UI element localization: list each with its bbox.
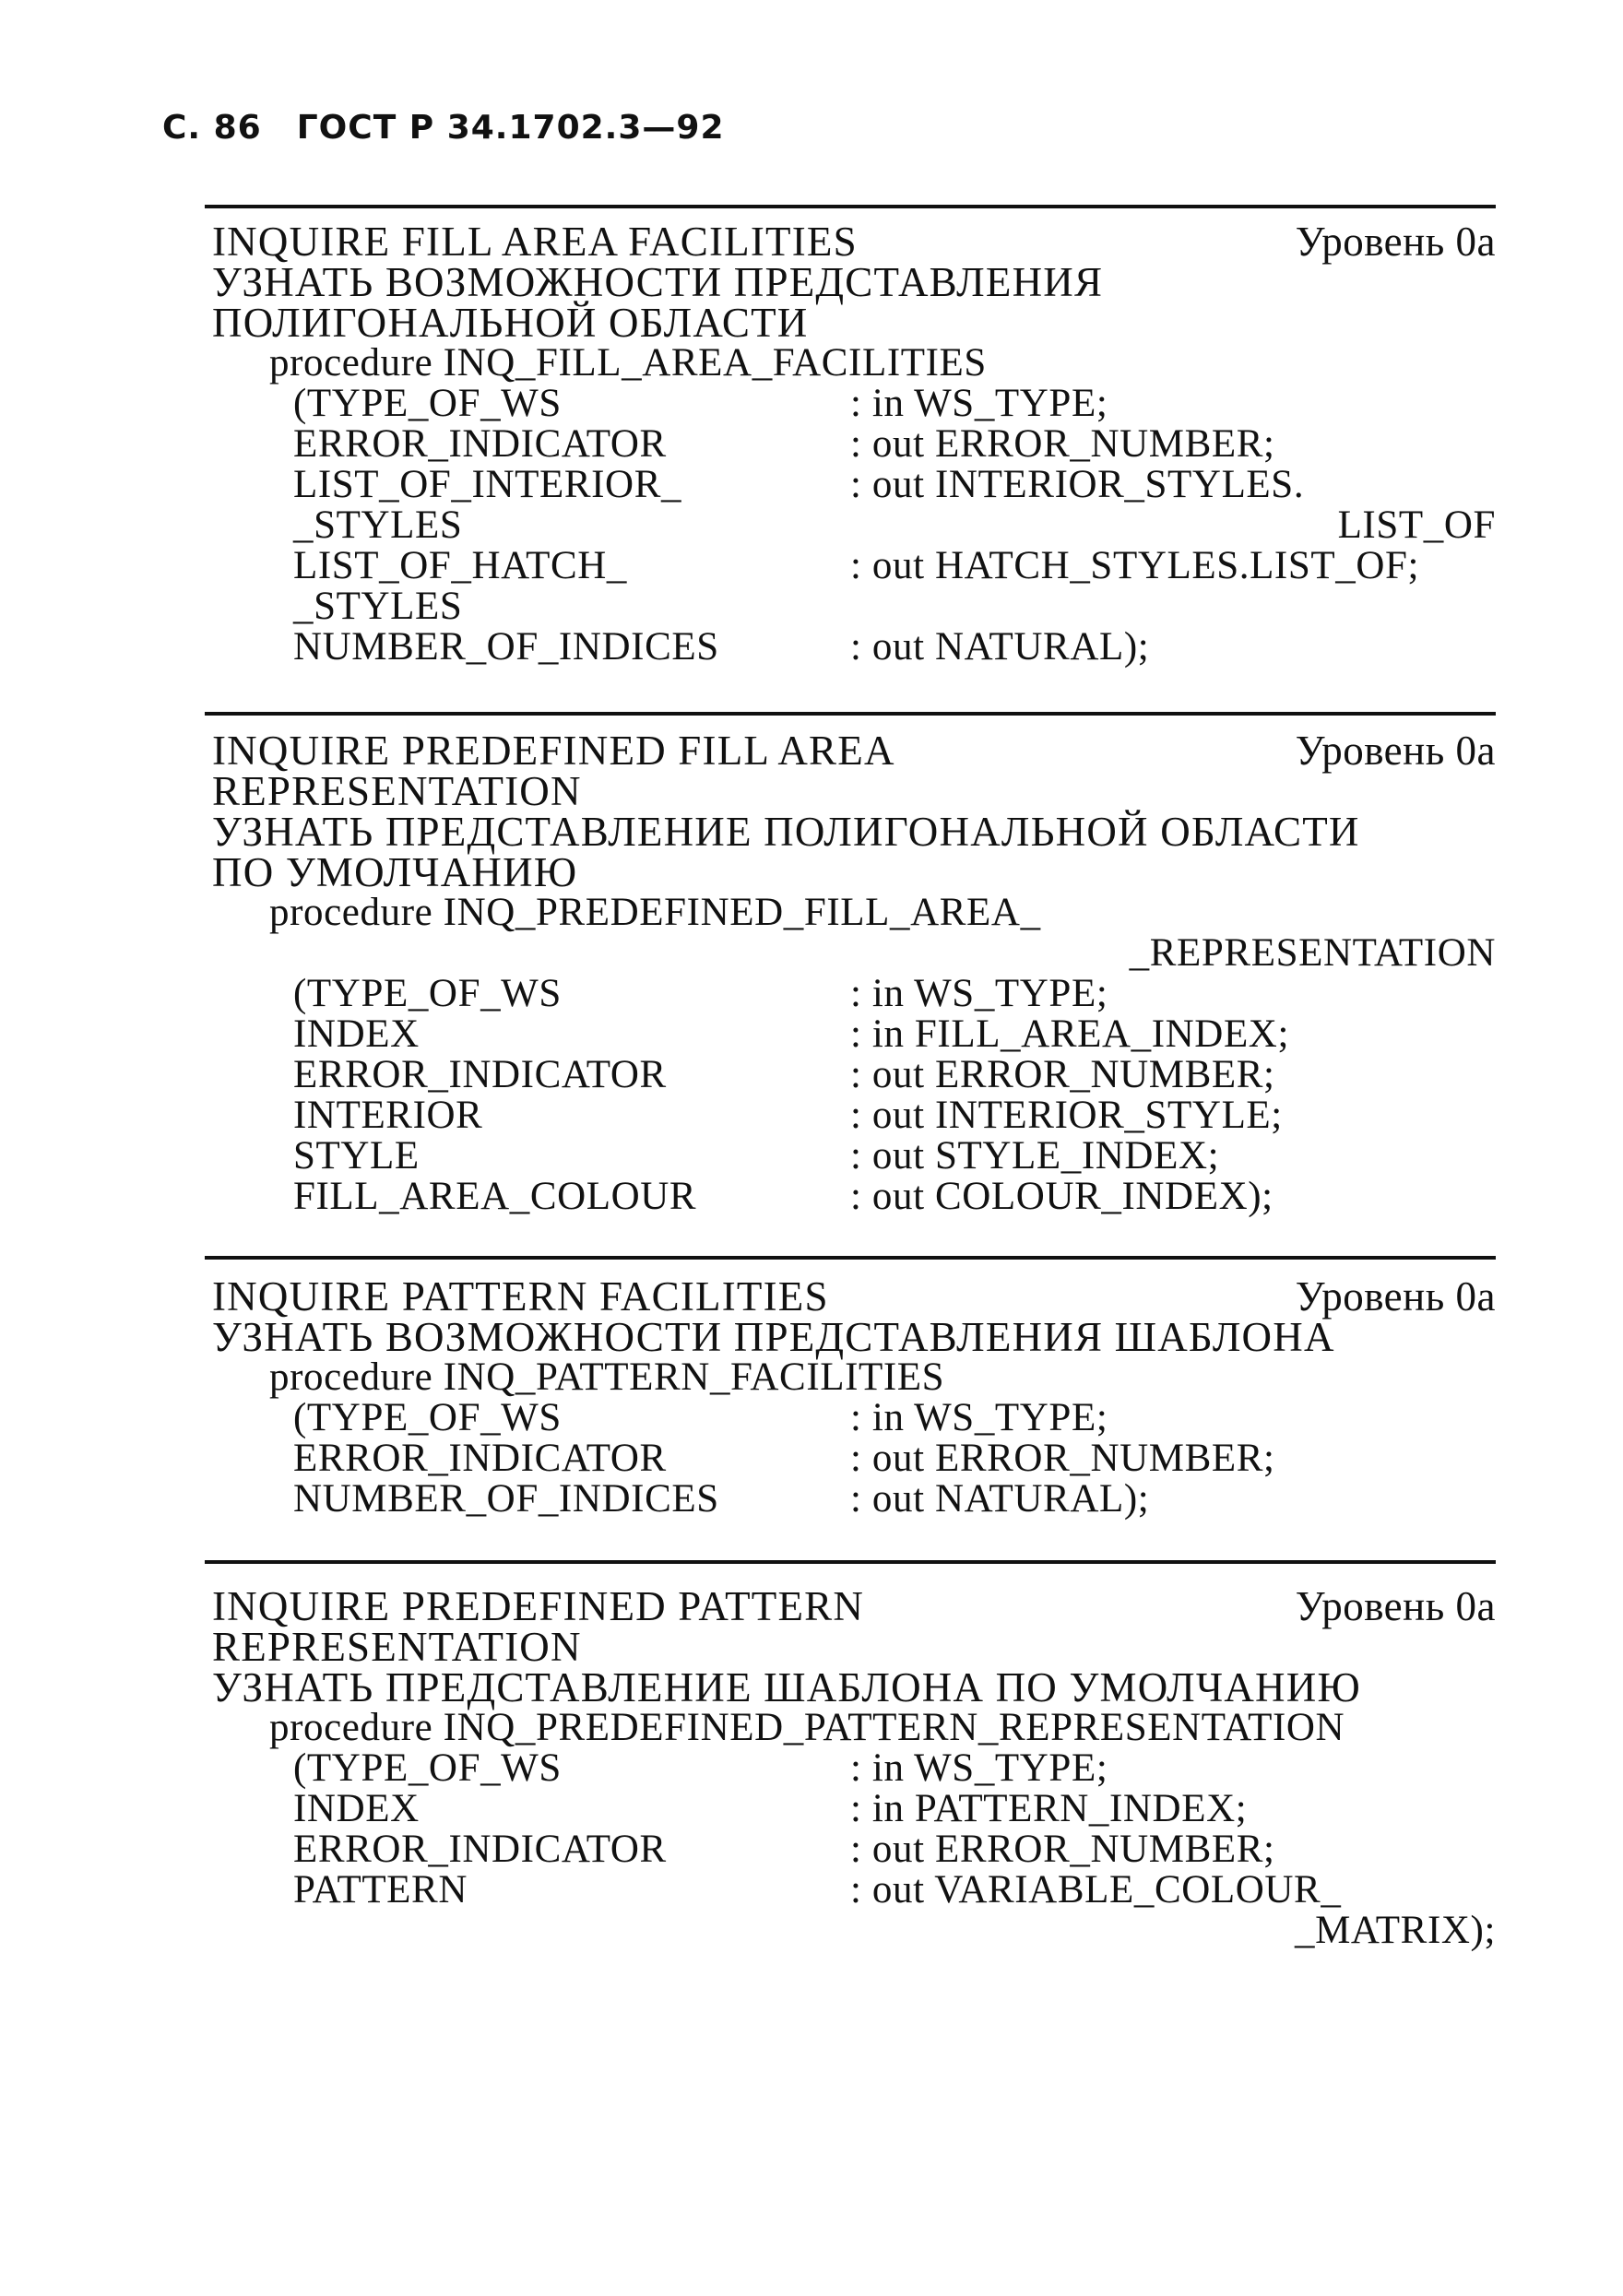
param-row — [212, 546, 1496, 586]
section-title-line: УЗНАТЬ ПРЕДСТАВЛЕНИЕ ШАБЛОНА ПО УМОЛЧАНИЮ — [212, 1664, 1361, 1710]
section-title-line: REPRESENTATION — [212, 768, 582, 814]
section-title-line — [212, 219, 1496, 265]
param-name: FILL_AREA_COLOUR — [293, 1175, 697, 1218]
section-divider — [205, 1256, 1496, 1260]
level-label: Уровень 0a — [1295, 728, 1496, 774]
param-type: : out VARIABLE_COLOUR_ — [850, 1868, 1342, 1911]
param-row — [212, 505, 1496, 546]
param-name: (TYPE_OF_WS — [293, 1746, 562, 1790]
param-name: INDEX — [293, 1012, 420, 1056]
param-row — [212, 465, 1496, 505]
param-type-cont: _MATRIX); — [1294, 1909, 1496, 1952]
param-name: ERROR_INDICATOR — [293, 422, 667, 466]
level-label: Уровень 0a — [1295, 219, 1496, 265]
section-title-en: INQUIRE PATTERN FACILITIES — [212, 1273, 829, 1320]
section-divider — [205, 205, 1496, 208]
section-title-line — [212, 728, 1496, 774]
param-type: : out NATURAL); — [850, 1477, 1150, 1521]
param-name: NUMBER_OF_INDICES — [293, 1477, 719, 1521]
param-row — [212, 1095, 1496, 1136]
section-title-line: REPRESENTATION — [212, 1624, 582, 1670]
param-row — [212, 586, 1496, 627]
param-name: ERROR_INDICATOR — [293, 1053, 667, 1096]
param-row — [212, 1398, 1496, 1438]
section-title-line — [212, 1273, 1496, 1320]
param-name: _STYLES — [293, 585, 463, 628]
procedure-signature: procedure INQ_FILL_AREA_FACILITIES — [269, 341, 987, 385]
param-type: : out ERROR_NUMBER; — [850, 422, 1275, 466]
param-name: (TYPE_OF_WS — [293, 1396, 562, 1439]
section-title-line: УЗНАТЬ ВОЗМОЖНОСТИ ПРЕДСТАВЛЕНИЯ ШАБЛОНА — [212, 1314, 1335, 1360]
standard-code: ГОСТ Р 34.1702.3—92 — [296, 109, 725, 147]
section-title-line: УЗНАТЬ ВОЗМОЖНОСТИ ПРЕДСТАВЛЕНИЯ — [212, 259, 1104, 305]
param-row — [212, 1479, 1496, 1520]
param-name: (TYPE_OF_WS — [293, 972, 562, 1015]
param-type: : in WS_TYPE; — [850, 1396, 1108, 1439]
procedure-signature: procedure INQ_PREDEFINED_PATTERN_REPRESENTATION — [269, 1706, 1345, 1749]
param-name: PATTERN — [293, 1868, 468, 1911]
param-row — [212, 1748, 1496, 1789]
param-type: : in WS_TYPE; — [850, 1746, 1108, 1790]
param-type: : in WS_TYPE; — [850, 382, 1108, 425]
param-type: : out COLOUR_INDEX); — [850, 1175, 1274, 1218]
procedure-signature-cont: _REPRESENTATION — [1129, 931, 1496, 975]
procedure-signature: procedure INQ_PATTERN_FACILITIES — [269, 1355, 945, 1399]
section-inquire-pattern-facilities — [212, 1273, 1496, 1521]
param-type: : out ERROR_NUMBER; — [850, 1828, 1275, 1871]
param-type: : in PATTERN_INDEX; — [850, 1787, 1248, 1830]
param-type: : out STYLE_INDEX; — [850, 1134, 1220, 1178]
param-name: NUMBER_OF_INDICES — [293, 625, 719, 669]
section-inquire-fill-area-facilities — [212, 221, 1496, 668]
param-type: : in FILL_AREA_INDEX; — [850, 1012, 1290, 1056]
section-inquire-predefined-pattern-representation — [212, 1583, 1496, 1952]
param-name: LIST_OF_HATCH_ — [293, 544, 627, 587]
section-title-en: INQUIRE FILL AREA FACILITIES — [212, 219, 858, 265]
page-header — [162, 109, 725, 147]
section-divider — [205, 712, 1496, 716]
param-type: : out INTERIOR_STYLE; — [850, 1094, 1283, 1137]
param-row — [212, 384, 1496, 424]
section-title-line — [212, 1583, 1496, 1629]
section-title-en: INQUIRE PREDEFINED FILL AREA — [212, 728, 895, 774]
level-label: Уровень 0a — [1295, 1273, 1496, 1320]
param-row — [212, 1055, 1496, 1095]
level-label: Уровень 0a — [1295, 1583, 1496, 1629]
section-inquire-predefined-fill-area-representation — [212, 730, 1496, 1217]
param-row — [212, 1136, 1496, 1177]
param-row — [212, 1829, 1496, 1870]
param-name: (TYPE_OF_WS — [293, 382, 562, 425]
param-type: : out HATCH_STYLES.LIST_OF; — [850, 544, 1420, 587]
param-row — [212, 1870, 1496, 1911]
param-row — [212, 974, 1496, 1014]
procedure-signature: procedure INQ_PREDEFINED_FILL_AREA_ — [269, 891, 1041, 934]
param-row — [212, 1014, 1496, 1055]
section-title-line: УЗНАТЬ ПРЕДСТАВЛЕНИЕ ПОЛИГОНАЛЬНОЙ ОБЛАСТИ — [212, 809, 1360, 855]
param-name: INDEX — [293, 1787, 420, 1830]
param-type: : out ERROR_NUMBER; — [850, 1437, 1275, 1480]
section-title-line: ПО УМОЛЧАНИЮ — [212, 849, 578, 895]
param-row — [212, 1177, 1496, 1217]
param-type: : in WS_TYPE; — [850, 972, 1108, 1015]
page-number: С. 86 — [162, 109, 262, 147]
param-name: _STYLES — [293, 503, 463, 547]
param-name: LIST_OF_INTERIOR_ — [293, 463, 682, 506]
param-row — [212, 1438, 1496, 1479]
section-title-en: INQUIRE PREDEFINED PATTERN — [212, 1583, 865, 1629]
param-type: : out NATURAL); — [850, 625, 1150, 669]
param-type: : out ERROR_NUMBER; — [850, 1053, 1275, 1096]
param-name: ERROR_INDICATOR — [293, 1437, 667, 1480]
param-name: INTERIOR — [293, 1094, 483, 1137]
param-row — [212, 627, 1496, 668]
param-row — [212, 424, 1496, 465]
param-type: LIST_OF — [1337, 503, 1496, 547]
section-divider — [205, 1560, 1496, 1564]
param-row — [212, 1789, 1496, 1829]
section-title-line: ПОЛИГОНАЛЬНОЙ ОБЛАСТИ — [212, 300, 809, 346]
param-name: ERROR_INDICATOR — [293, 1828, 667, 1871]
param-name: STYLE — [293, 1134, 420, 1178]
param-type: : out INTERIOR_STYLES. — [850, 463, 1305, 506]
